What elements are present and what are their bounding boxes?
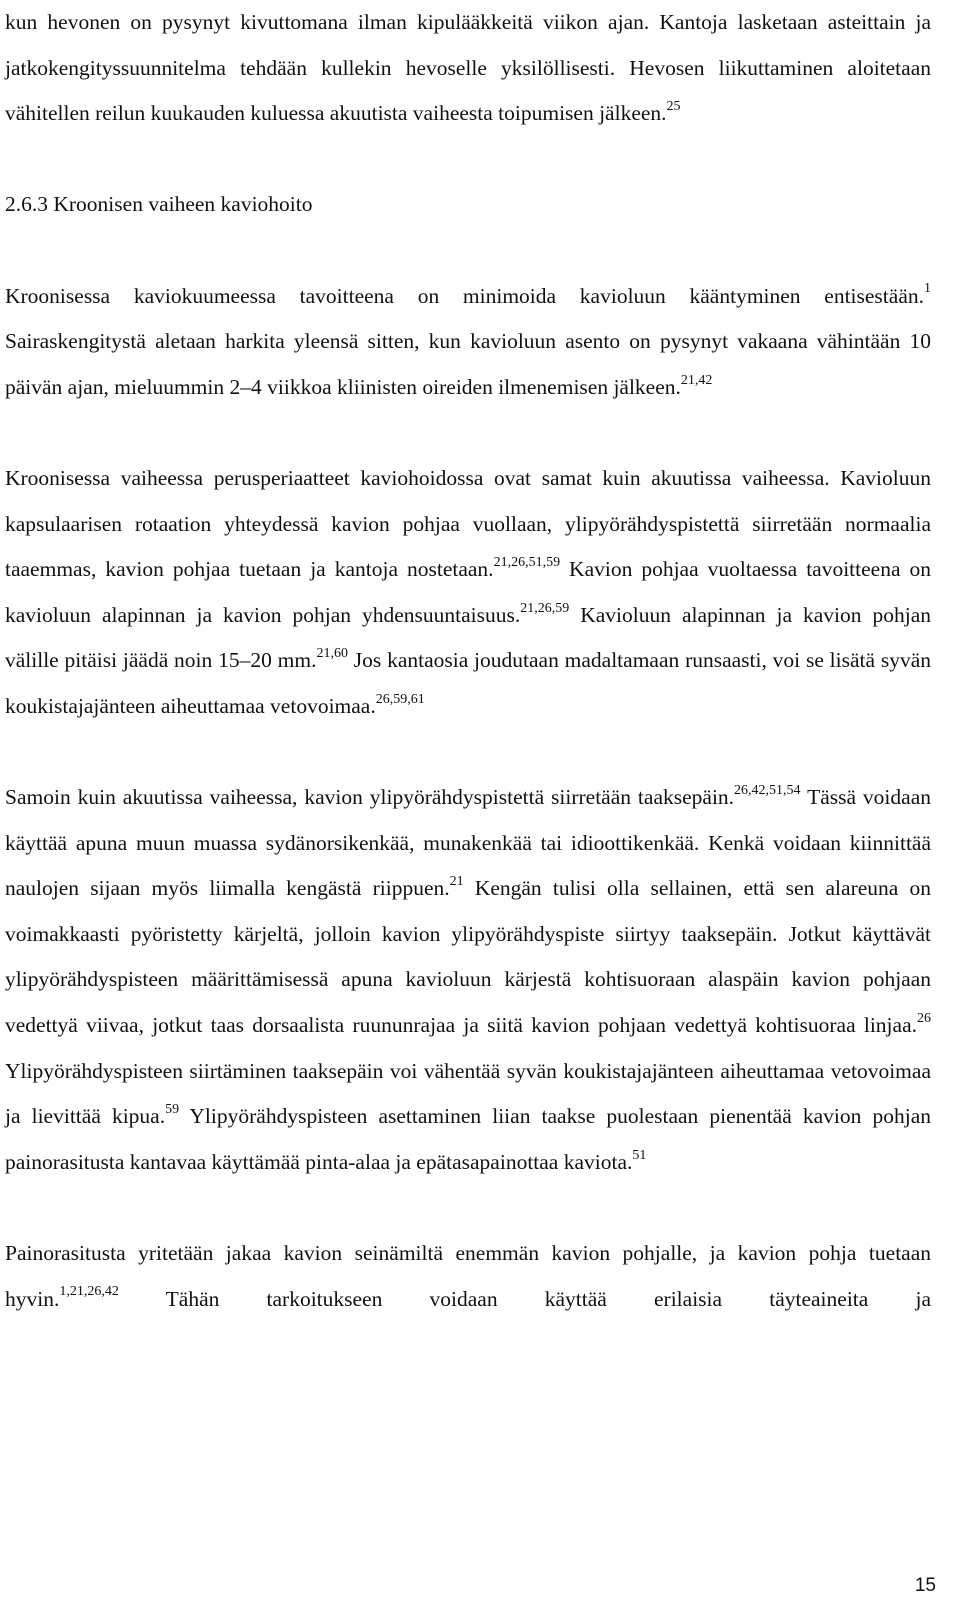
citation-superscript: 1: [924, 281, 931, 297]
citation-superscript: 1,21,26,42: [59, 1284, 119, 1300]
citation-superscript: 21,26,51,59: [493, 554, 561, 570]
paragraph: [5, 0, 931, 137]
citation-superscript: 26: [917, 1010, 931, 1026]
paragraph-gap: [5, 1185, 931, 1231]
paragraph-text: Kroonisessa kaviokuumeessa tavoitteena on minimoida kavioluun kääntyminen entisestään.: [5, 283, 924, 308]
section-heading: 2.6.3 Kroonisen vaiheen kaviohoito: [5, 192, 313, 217]
citation-superscript: 51: [632, 1147, 647, 1163]
paragraph-gap: [5, 228, 931, 274]
paragraph-text: kun hevonen on pysynyt kivuttomana ilman kipulääkkeitä viikon ajan. Kantoja lasketaan asteittain ja jatkokengityssuunnitelma tehdään kullekin hevoselle yksilöllisesti. Hevosen liikuttaminen aloitetaan vähitellen reilun kuukauden kuluessa akuutista vaiheesta toipumisen jälkeen.: [5, 10, 931, 126]
citation-superscript: 26,42,51,54: [734, 782, 801, 798]
paragraph-text: Painorasitusta yritetään jakaa kavion seinämiltä enemmän kavion pohjalle, ja kavion pohja tuetaan hyvin.: [5, 1241, 931, 1311]
page-number: 15: [914, 1575, 936, 1596]
paragraph: [5, 274, 931, 411]
paragraph-gap: [5, 137, 931, 183]
citation-superscript: 25: [666, 99, 681, 115]
paragraph: [5, 775, 931, 1185]
paragraph-text: Tässä voidaan käyttää apuna muun muassa sydänorsikenkää, munakenkää tai idioottikenkää. Kenkä voidaan kiinnittää naulojen sijaan myös liimalla kengästä riippuen.: [5, 785, 931, 901]
paragraph-text: Kavioluun alapinnan ja kavion pohjan välille pitäisi jäädä noin 15–20 mm.: [5, 602, 932, 673]
citation-superscript: 21: [449, 874, 464, 890]
paragraph-text: Kroonisessa vaiheessa perusperiaatteet kaviohoidossa ovat samat kuin akuutissa vaiheessa. Kavioluun kapsulaarisen rotaation yhteydessä kavion pohjaa vuollaan, ylipyörähdyspistettä siirretään normaalia taaemmas, kavion pohjaa tuetaan ja kantoja nostetaan.: [5, 465, 931, 582]
citation-superscript: 21,60: [316, 646, 348, 662]
paragraph-text: Kavion pohjaa vuoltaessa tavoitteena on kavioluun alapinnan ja kavion pohjan yhdensuuntaisuus.: [5, 557, 931, 627]
paragraph: [5, 1231, 931, 1322]
paragraph-text: Ylipyörähdyspisteen siirtäminen taaksepäin voi vähentää syvän koukistajajänteen aiheuttamaa vetovoimaa ja lievittää kipua.: [5, 1058, 931, 1129]
citation-superscript: 26,59,61: [375, 691, 425, 707]
paragraph-gap: [5, 730, 931, 776]
document-page: [5, 0, 931, 1322]
paragraph-text: Tähän tarkoitukseen voidaan käyttää erilaisia täyteaineita ja: [118, 1286, 931, 1311]
paragraph: [5, 456, 931, 730]
citation-superscript: 21,26,59: [520, 600, 570, 616]
citation-superscript: 21,42: [680, 372, 713, 388]
paragraph-text: Sairaskengitystä aletaan harkita yleensä sitten, kun kavioluun asento on pysynyt vakaana vähintään 10 päivän ajan, mieluummin 2–4 viikkoa kliinisten oireiden ilmenemisen jälkeen.: [5, 329, 931, 399]
paragraph-text: Kengän tulisi olla sellainen, että sen alareuna on voimakkaasti pyöristetty kärjeltä, jolloin kavion ylipyörähdyspiste siirtyy taaksepäin. Jotkut käyttävät ylipyörähdyspisteen määrittämisessä apuna kavioluun kärjestä kohtisuoraan alaspäin kavion pohjaan vedettyä viivaa, jotkut taas dorsaalista ruununrajaa ja siitä kavion pohjaan vedettyä kohtisuoraa linjaa.: [5, 876, 931, 1038]
paragraph-text: Jos kantaosia joudutaan madaltamaan runsaasti, voi se lisätä syvän koukistajajänteen aiheuttamaa vetovoimaa.: [5, 648, 932, 718]
paragraph-text: Samoin kuin akuutissa vaiheessa, kavion ylipyörähdyspistettä siirretään taaksepäin.: [5, 785, 735, 810]
paragraph-text: Ylipyörähdyspisteen asettaminen liian taakse puolestaan pienentää kavion pohjan painorasitusta kantavaa käyttämää pinta-alaa ja epätasapainottaa kaviota.: [5, 1104, 931, 1174]
paragraph-gap: [5, 410, 931, 456]
citation-superscript: 59: [165, 1102, 180, 1118]
